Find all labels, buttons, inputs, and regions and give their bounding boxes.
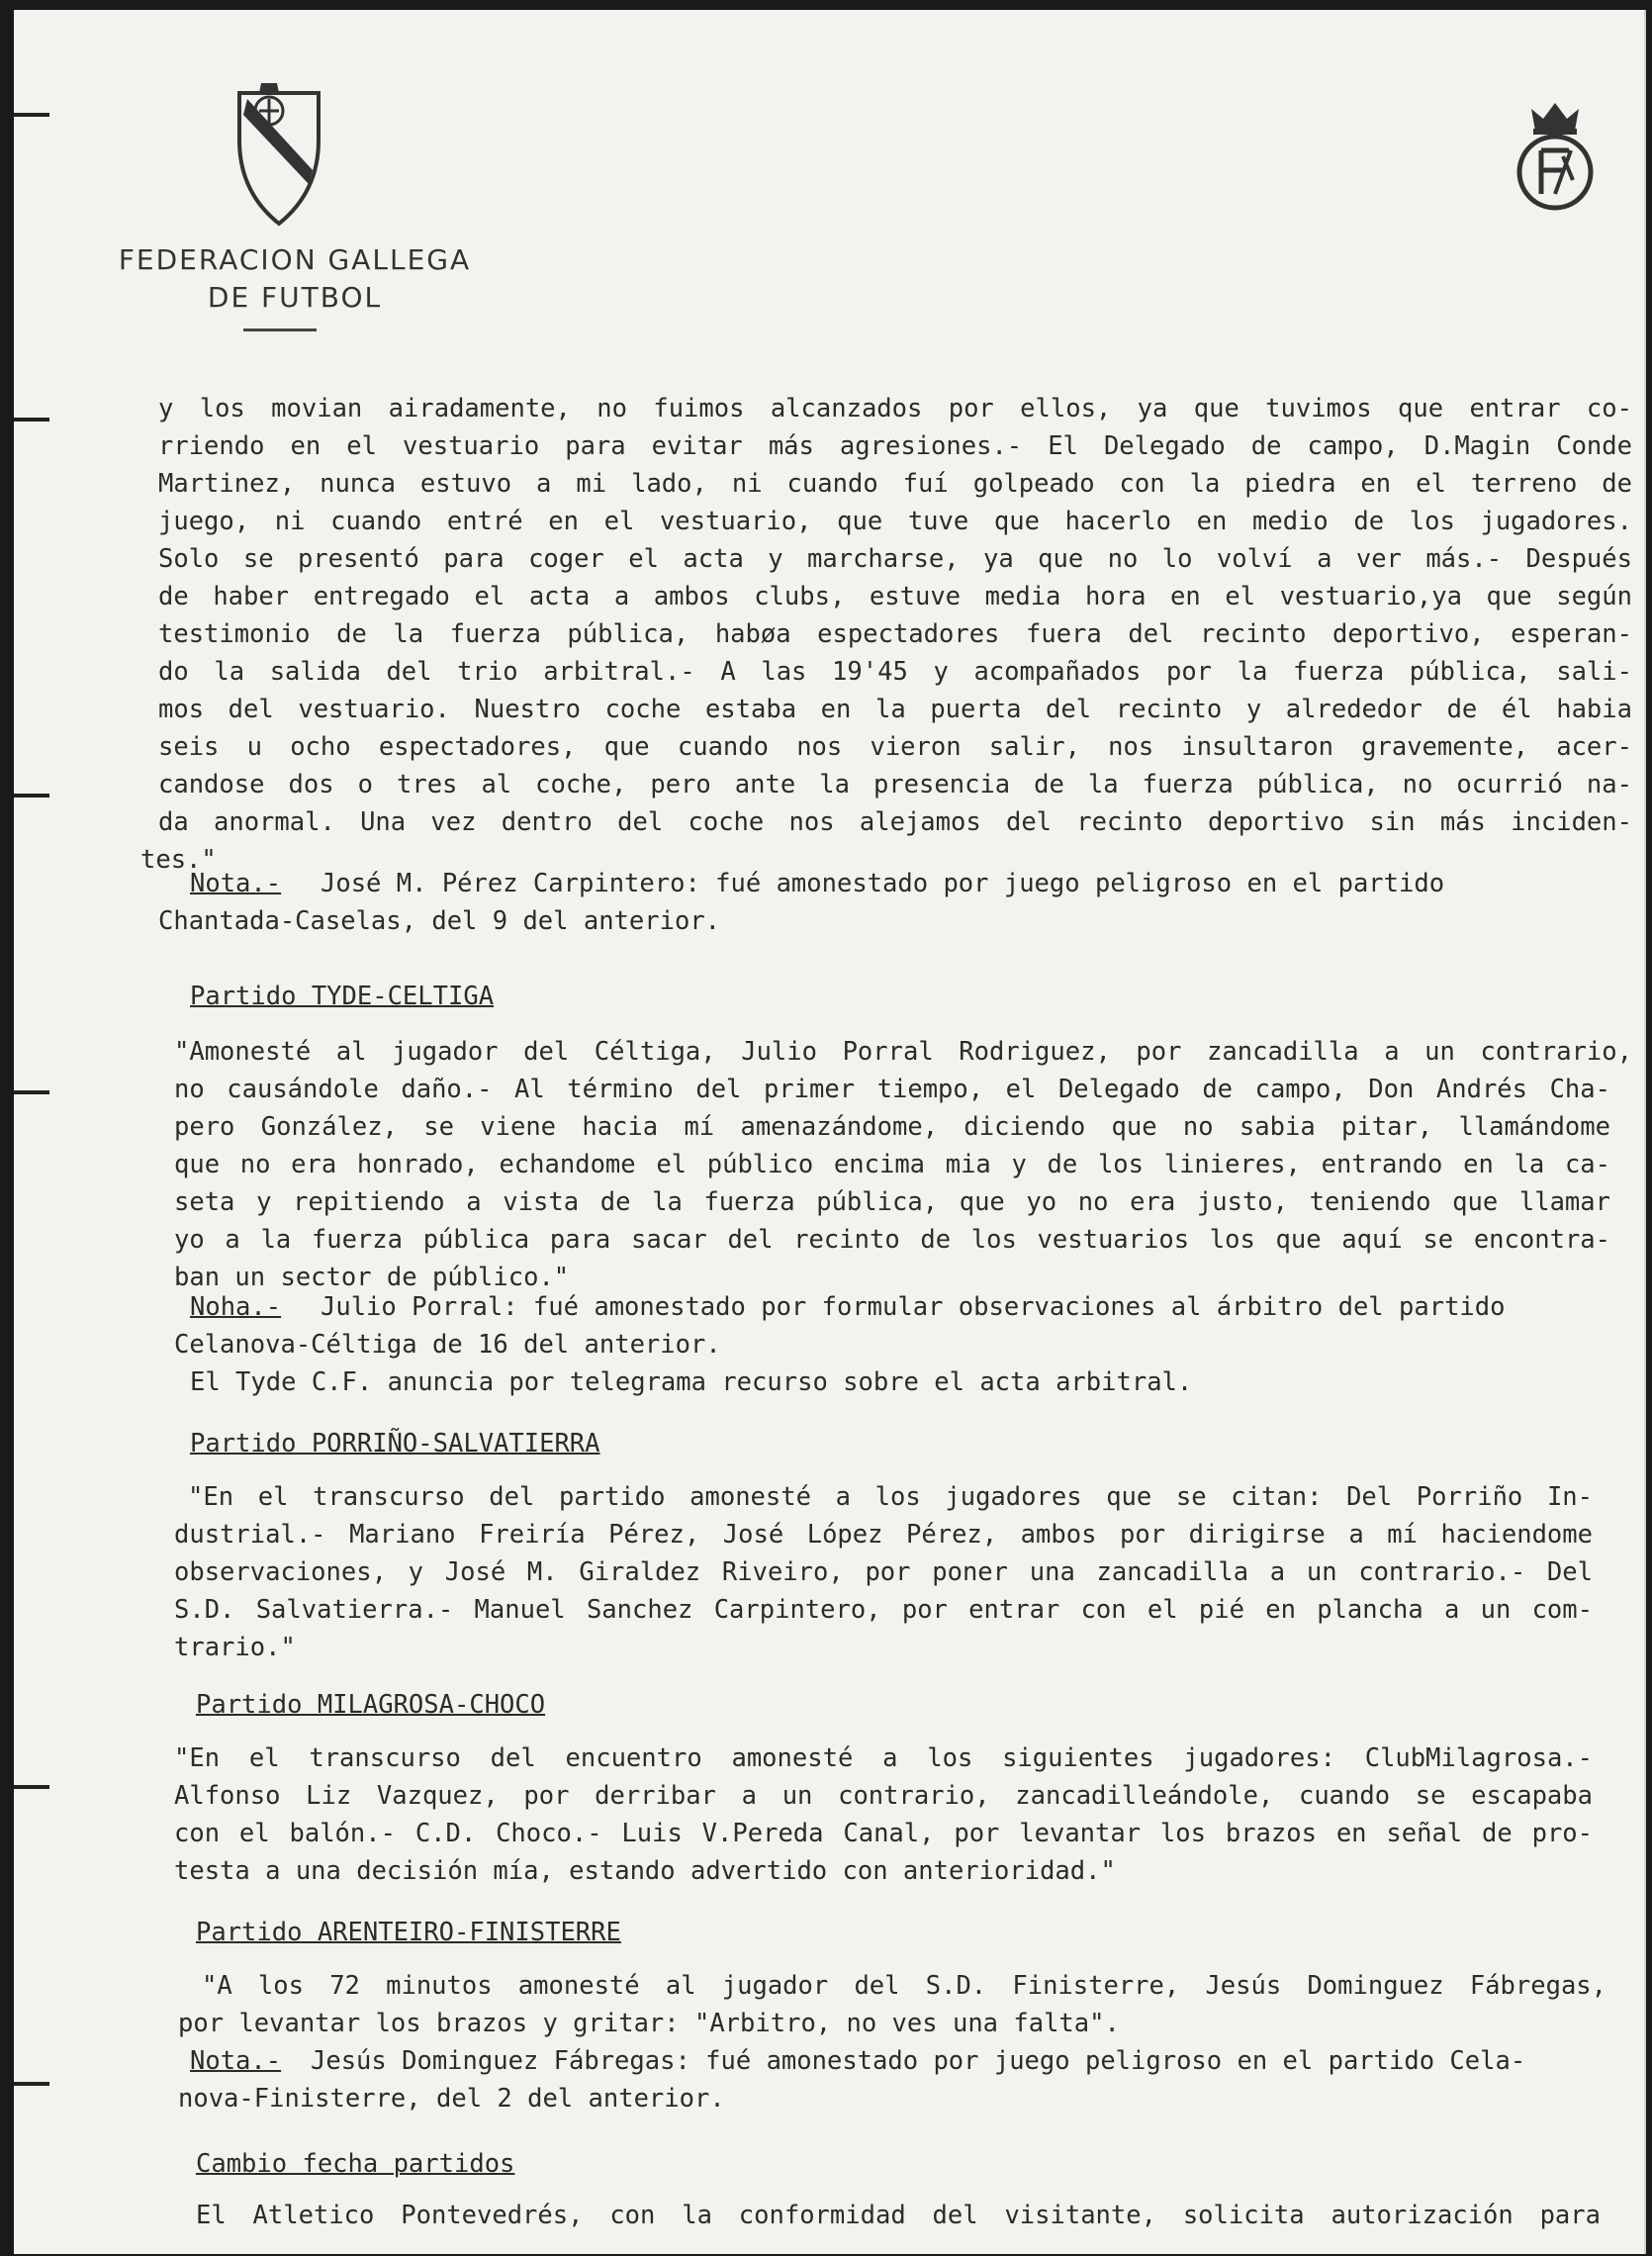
punch-mark [14,1090,49,1094]
punch-mark [14,418,49,422]
header-rule [243,329,317,331]
federation-name-line2: DE FUTBOL [207,281,383,314]
note-text: Chantada-Caselas, del 9 del anterior. [158,906,721,936]
text-line: no causándole daño.- Al término del primer tiempo, el Delegado de campo, Don Andrés Cha- [174,1075,1610,1104]
text-line: S.D. Salvatierra.- Manuel Sanchez Carpintero, por entrar con el pié en plancha a un com- [174,1595,1593,1625]
section-heading-tyde-celtiga: Partido TYDE-CELTIGA [190,982,495,1011]
text-line: Solo se presentó para coger el acta y marcharse, ya que no lo volví a ver más.- Después [158,544,1632,574]
crown-emblem-icon [1512,95,1599,212]
text-line: El Atletico Pontevedrés, con la conformidad del visitante, solicita autorización para [196,2201,1601,2230]
text-line: testa a una decisión mía, estando advertido con anterioridad." [174,1856,1116,1886]
text-line: "A los 72 minutos amonesté al jugador del S.D. Finisterre, Jesús Dominguez Fábregas, [202,1971,1606,2001]
note-text: Jesús Dominguez Fábregas: fué amonestado por juego peligroso en el partido Cela- [311,2046,1526,2076]
section-heading-arenteiro-finisterre: Partido ARENTEIRO-FINISTERRE [196,1918,621,1947]
text-line: seis u ocho espectadores, que cuando nos vieron salir, nos insultaron gravemente, acer- [158,732,1632,762]
federation-name [87,241,503,317]
text-line: con el balón.- C.D. Choco.- Luis V.Pereda Canal, por levantar los brazos en señal de pro- [174,1819,1593,1848]
punch-mark [14,794,49,798]
text-line: yo a la fuerza pública para sacar del recinto de los vestuarios los que aquí se encontra- [174,1225,1610,1255]
note-text: José M. Pérez Carpintero: fué amonestado por juego peligroso en el partido [321,869,1445,898]
note-text: Celanova-Céltiga de 16 del anterior. [174,1330,721,1360]
text-line: que no era honrado, echandome el público encima mia y de los linieres, entrando en la ca- [174,1150,1610,1179]
text-line: "En el transcurso del encuentro amonesté a los siguientes jugadores: ClubMilagrosa.- [174,1743,1593,1773]
section-heading-cambio-fecha: Cambio fecha partidos [196,2149,515,2179]
text-line: seta y repitiendo a vista de la fuerza pública, que yo no era justo, teniendo que llamar [174,1187,1610,1217]
text-line: do la salida del trio arbitral.- A las 19'45 y acompañados por la fuerza pública, sali- [158,657,1632,687]
text-line: candose dos o tres al coche, pero ante la presencia de la fuerza pública, no ocurrió na- [158,770,1632,799]
punch-mark [14,113,49,117]
text-line: ban un sector de público." [174,1263,570,1292]
note-text: nova-Finisterre, del 2 del anterior. [178,2084,725,2114]
text-line: mos del vestuario. Nuestro coche estaba en la puerta del recinto y alrededor de él habia [158,695,1632,724]
text-line: dustrial.- Mariano Freiría Pérez, José López Pérez, ambos por dirigirse a mí haciendome [174,1520,1593,1550]
note-label: Noha.- [190,1292,282,1322]
text-line: Alfonso Liz Vazquez, por derribar a un contrario, zancadilleándole, cuando se escapaba [174,1781,1593,1811]
text-line: juego, ni cuando entré en el vestuario, que tuve que hacerlo en medio de los jugadores. [158,507,1632,536]
text-line: "En el transcurso del partido amonesté a los jugadores que se citan: Del Porriño In- [188,1482,1593,1512]
federation-name-line1: FEDERACION GALLEGA [118,243,472,276]
text-line: trario." [174,1633,296,1662]
text-line: El Tyde C.F. anuncia por telegrama recurso sobre el acta arbitral. [190,1367,1193,1397]
punch-mark [14,2082,49,2086]
text-line: rriendo en el vestuario para evitar más agresiones.- El Delegado de campo, D.Magin Conde [158,431,1632,461]
text-line: Martinez, nunca estuvo a mi lado, ni cuando fuí golpeado con la piedra en el terreno de [158,469,1632,499]
note-text: Julio Porral: fué amonestado por formular observaciones al árbitro del partido [321,1292,1506,1322]
note-label: Nota.- [190,2046,282,2076]
text-line: de haber entregado el acta a ambos clubs, estuve media hora en el vestuario,ya que según [158,582,1632,611]
section-heading-milagrosa-choco: Partido MILAGROSA-CHOCO [196,1690,546,1720]
text-line: tes." [140,845,217,875]
text-line: y los movian airadamente, no fuimos alcanzados por ellos, ya que tuvimos que entrar co- [158,394,1632,423]
document-page [14,10,1646,2254]
text-line: por levantar los brazos y gritar: "Arbitro, no ves una falta". [178,2009,1120,2038]
punch-mark [14,1785,49,1789]
text-line: testimonio de la fuerza pública, habøa espectadores fuera del recinto deportivo, esperan- [158,619,1632,649]
federation-shield-icon [233,81,324,228]
text-line: da anormal. Una vez dentro del coche nos alejamos del recinto deportivo sin más inciden- [158,807,1632,837]
text-line: observaciones, y José M. Giraldez Riveiro, por poner una zancadilla a un contrario.- Del [174,1557,1593,1587]
text-line: "Amonesté al jugador del Céltiga, Julio Porral Rodriguez, por zancadilla a un contrario, [174,1037,1632,1067]
note-label: Nota.- [190,869,282,898]
section-heading-porrino-salvatierra: Partido PORRIÑO-SALVATIERRA [190,1429,600,1458]
text-line: pero González, se viene hacia mí amenazándome, diciendo que no sabia pitar, llamándome [174,1112,1610,1142]
